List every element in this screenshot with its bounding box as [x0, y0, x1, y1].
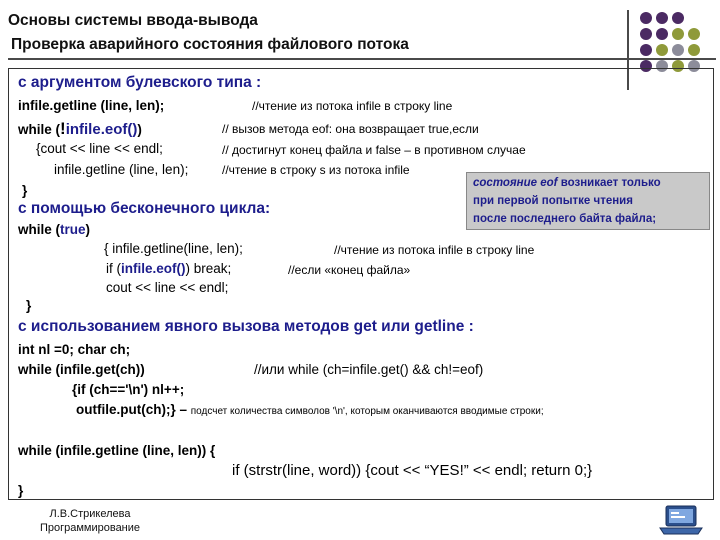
section-heading-get-getline: с использованием явного вызова методов get или getline :: [18, 318, 474, 335]
comment-line-8: //если «конец файла»: [288, 263, 411, 277]
code-line-2-eof-call: infile.eof(): [65, 121, 138, 138]
code-line-6-true: true: [60, 222, 86, 237]
comment-line-12: //или while (ch=infile.get() && ch!=eof): [254, 362, 484, 377]
code-line-12: while (infile.get(ch)): [18, 362, 145, 377]
code-line-14-dash: –: [175, 402, 191, 417]
code-line-2-bang: !: [60, 119, 66, 138]
code-line-10: }: [26, 298, 32, 313]
code-line-6-prefix: while (: [18, 222, 61, 237]
decor-dot: [656, 44, 668, 56]
code-line-8-suffix: ) break;: [185, 261, 232, 276]
code-line-3: {cout << line << endl;: [36, 141, 163, 156]
code-line-6-suffix: ): [85, 222, 91, 237]
section-heading-infinite-loop: с помощью бесконечного цикла:: [18, 200, 271, 217]
decor-dot: [640, 44, 652, 56]
code-line-14-code: outfile.put(ch);}: [76, 402, 176, 417]
code-line-17: }: [18, 483, 24, 498]
code-line-6: [18, 222, 90, 237]
code-line-13: {if (ch=='\n') nl++;: [72, 382, 185, 397]
slide-title-line2: Проверка аварийного состояния файлового потока: [11, 36, 409, 53]
note-line-1-rest: возникает только: [557, 177, 661, 189]
code-line-15: while (infile.getline (line, len)) {: [18, 443, 216, 458]
note-eof-term: состояние eof: [473, 177, 558, 189]
comment-line-1: //чтение из потока infile в строку line: [252, 99, 453, 113]
footer-subject: Программирование: [39, 522, 141, 534]
footer-author: Л.В.Стрикелева: [49, 508, 131, 520]
code-line-9: cout << line << endl;: [106, 280, 229, 295]
code-line-5: }: [22, 183, 28, 198]
decor-dot: [688, 44, 700, 56]
note-line-3: после последнего байта файла;: [473, 213, 657, 225]
code-line-2-suffix: ): [137, 122, 142, 137]
decor-dot: [672, 44, 684, 56]
code-line-16: if (strstr(line, word)) {cout << “YES!” << endl; return 0;}: [232, 462, 593, 479]
code-line-8: [106, 261, 231, 276]
comment-line-4: //чтение в строку s из потока infile: [222, 163, 410, 177]
code-line-8-prefix: if (: [106, 261, 121, 276]
code-line-1: infile.getline (line, len);: [18, 98, 165, 113]
decor-dot: [672, 12, 684, 24]
code-line-14: [76, 402, 544, 417]
decor-dot: [640, 12, 652, 24]
code-line-11: int nl =0; char ch;: [18, 342, 131, 357]
code-line-2: [18, 119, 142, 139]
code-line-8-eof-call: infile.eof(): [121, 261, 186, 276]
comment-line-2: // вызов метода eof: она возвращает true,если: [222, 122, 479, 136]
note-line-2: при первой попытке чтения: [473, 195, 633, 207]
slide-title-line1: Основы системы ввода-вывода: [8, 12, 258, 29]
laptop-icon: [658, 505, 704, 535]
decor-dot: [640, 28, 652, 40]
decor-dot: [656, 28, 668, 40]
note-line-1: [473, 177, 661, 189]
decor-horizontal-line: [8, 58, 716, 60]
code-line-4: infile.getline (line, len);: [54, 162, 189, 177]
decor-dot: [688, 28, 700, 40]
comment-line-3: // достигнут конец файла и false – в противном случае: [222, 143, 526, 157]
comment-line-7: //чтение из потока infile в строку line: [334, 243, 535, 257]
footer-credits: [30, 507, 150, 535]
comment-line-14: подсчет количества символов '\n', которым оканчиваются вводимые строки;: [190, 406, 544, 417]
section-heading-boolean: с аргументом булевского типа :: [18, 74, 262, 91]
code-line-2-prefix: while (: [18, 122, 61, 137]
eof-note-box: [466, 172, 710, 230]
decor-dot: [672, 28, 684, 40]
code-line-7: { infile.getline(line, len);: [104, 241, 243, 256]
decor-dot: [656, 12, 668, 24]
